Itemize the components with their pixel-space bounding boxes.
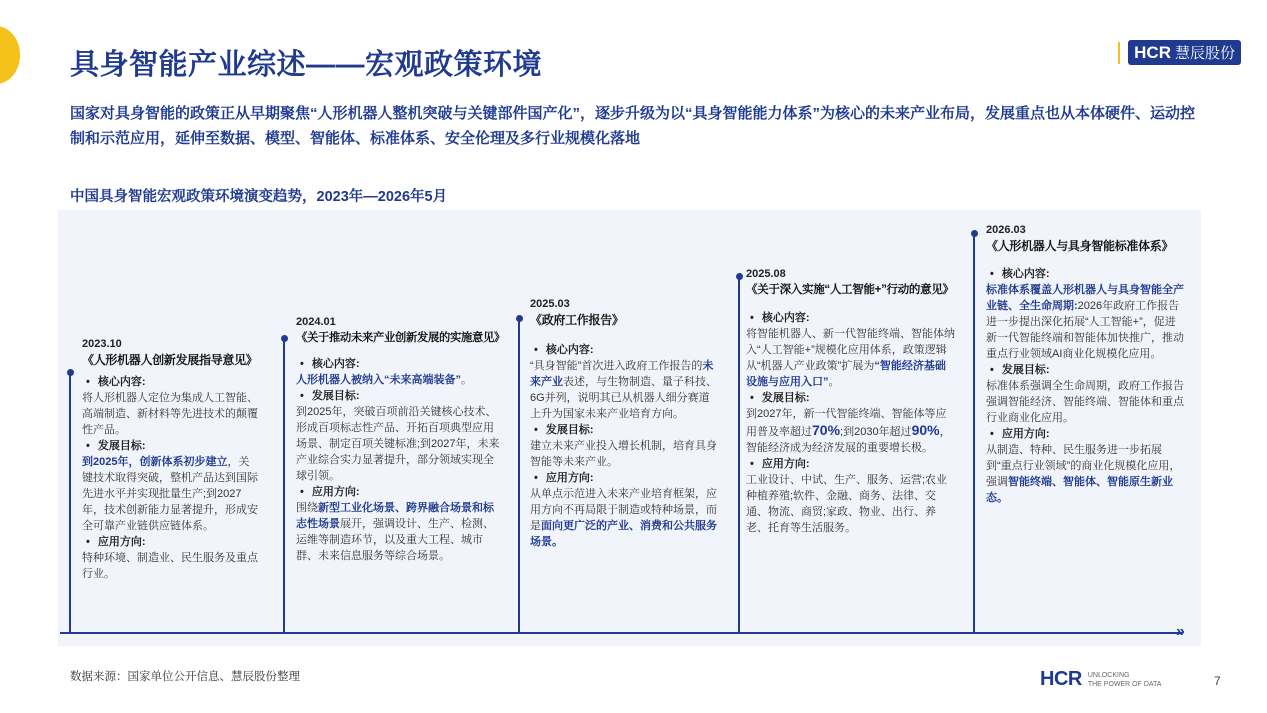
entry-document: 《关于深入实施“人工智能+”行动的意见》	[746, 284, 954, 296]
entry-document: 《政府工作报告》	[530, 313, 624, 327]
core-heading: • 核心内容:	[746, 310, 956, 326]
goal-heading: • 发展目标:	[986, 362, 1186, 378]
app-text: 从制造、特种、民生服务进一步拓展到“重点行业领域”的商业化规模化应用，强调智能终端、智能体、智能原生新业态。	[986, 444, 1181, 504]
footer-logo	[1040, 668, 1161, 691]
page-title: 具身智能产业综述——宏观政策环境	[70, 49, 543, 81]
app-text: 围绕新型工业化场景、跨界融合场景和标志性场景展开，强调设计、生产、检测、运维等制造环节，以及重大工程、城市群、未来信息服务等综合场景。	[296, 502, 494, 562]
timeline-axis	[60, 632, 1182, 634]
core-text: 人形机器人被纳入“未来高端装备”。	[296, 374, 472, 386]
entry-date: 2025.08	[746, 268, 786, 280]
entry-date: 2023.10	[82, 338, 122, 350]
timeline-dot-5	[971, 230, 978, 237]
double-chevron-right-icon: »	[1176, 623, 1185, 640]
page-number: 7	[1214, 674, 1221, 688]
core-heading: • 核心内容:	[530, 342, 720, 358]
app-heading: • 应用方向:	[530, 470, 720, 486]
app-text: 工业设计、中试、生产、服务、运营;农业种植养殖;软件、金融、商务、法律、交通、物流、商贸;家政、物业、出行、养老、托育等生活服务。	[746, 474, 948, 534]
brand-name: 慧辰股份	[1174, 45, 1235, 62]
timeline-dot-4	[736, 273, 743, 280]
goal-text: 到2025年，突破百项前沿关键核心技术、形成百项标志性产品、开拓百项典型应用场景、制定百项关键标准;到2027年，未来产业综合实力显著提升，部分领域实现全球引领。	[296, 406, 500, 482]
core-heading: • 核心内容:	[986, 266, 1186, 282]
timeline-marker-3	[518, 318, 520, 634]
timeline-marker-2	[283, 338, 285, 634]
goal-heading: • 发展目标:	[530, 422, 720, 438]
core-text: 将智能机器人、新一代智能终端、智能体纳入“人工智能+”规模化应用体系，政策逻辑从“机器人产业政策”扩展为“智能经济基础设施与应用入口”。	[746, 328, 955, 388]
lead-paragraph: 国家对具身智能的政策正从早期聚焦“人形机器人整机突破与关键部件国产化”，逐步升级为以“具身智能能力体系”为核心的未来产业布局，发展重点也从本体硬件、运动控制和示范应用，延伸至数据、模型、智能体、标准体系、安全伦理及多行业规模化落地	[70, 105, 1196, 147]
timeline-dot-1	[67, 369, 74, 376]
footer-logo-text: HCR	[1040, 668, 1082, 690]
goal-heading: • 发展目标:	[82, 438, 260, 454]
timeline-entry-2023	[82, 336, 260, 582]
core-text: 将人形机器人定位为集成人工智能、高端制造、新材料等先进技术的颠覆性产品。	[82, 392, 258, 436]
app-heading: • 应用方向:	[296, 484, 504, 500]
footer-tagline: UNLOCKING THE POWER OF DATA	[1087, 671, 1162, 688]
goal-heading: • 发展目标:	[746, 390, 956, 406]
core-heading: • 核心内容:	[82, 374, 260, 390]
entry-date: 2024.01	[296, 316, 336, 328]
brand	[1118, 40, 1241, 65]
brand-divider	[1118, 42, 1120, 64]
accent-tab	[0, 26, 20, 84]
timeline-entry-2025-03	[530, 296, 720, 550]
timeline-dot-3	[516, 315, 523, 322]
core-heading: • 核心内容:	[296, 356, 504, 372]
goal-text: 到2027年，新一代智能终端、智能体等应用普及率超过70%;到2030年超过90%，智能经济成为经济发展的重要增长极。	[746, 408, 951, 454]
entry-document: 《人形机器人与具身智能标准体系》	[986, 239, 1174, 253]
timeline-entry-2024	[296, 314, 504, 564]
entry-document: 《人形机器人创新发展指导意见》	[82, 353, 258, 367]
brand-logo-text: HCR	[1134, 42, 1171, 62]
app-text: 从单点示范进入未来产业培育框架，应用方向不再局限于制造或特种场景，而是面向更广泛的产业、消费和公共服务场景。	[530, 488, 717, 548]
goal-text: 到2025年，创新体系初步建立，关键技术取得突破，整机产品达到国际先进水平并实现批量生产;到2027年，技术创新能力显著提升，形成安全可靠产业链供应链体系。	[82, 456, 258, 532]
core-text: “具身智能”首次进入政府工作报告的未来产业表述，与生物制造、量子科技、6G并列，说明其已从机器人细分赛道上升为国家未来产业培育方向。	[530, 360, 717, 420]
timeline-dot-2	[281, 335, 288, 342]
goal-heading: • 发展目标:	[296, 388, 504, 404]
app-heading: • 应用方向:	[82, 534, 260, 550]
data-source-note: 数据来源：国家单位公开信息、慧辰股份整理	[70, 671, 300, 683]
timeline-entry-2025-08	[746, 266, 956, 536]
app-heading: • 应用方向:	[746, 456, 956, 472]
entry-date: 2025.03	[530, 298, 570, 310]
app-text: 特种环境、制造业、民生服务及重点行业。	[82, 552, 258, 580]
timeline-marker-5	[973, 233, 975, 634]
goal-text: 建立未来产业投入增长机制，培育具身智能等未来产业。	[530, 440, 717, 468]
app-heading: • 应用方向:	[986, 426, 1186, 442]
goal-text: 标准体系强调全生命周期，政府工作报告强调智能经济、智能终端、智能体和重点行业商业化应用。	[986, 380, 1184, 424]
timeline-entry-2026-03	[986, 222, 1186, 506]
entry-date: 2026.03	[986, 224, 1026, 236]
brand-logo	[1128, 40, 1241, 65]
timeline-marker-4	[738, 276, 740, 634]
chart-subtitle: 中国具身智能宏观政策环境演变趋势，2023年—2026年5月	[70, 189, 448, 205]
core-text: 标准体系覆盖人形机器人与具身智能全产业链、全生命周期:2026年政府工作报告进一步提出深化拓展“人工智能+”，促进新一代智能终端和智能体加快推广，推动重点行业领域AI商业化规模化应用。	[986, 284, 1184, 360]
entry-document: 《关于推动未来产业创新发展的实施意见》	[296, 332, 505, 344]
timeline-marker-1	[69, 372, 71, 634]
